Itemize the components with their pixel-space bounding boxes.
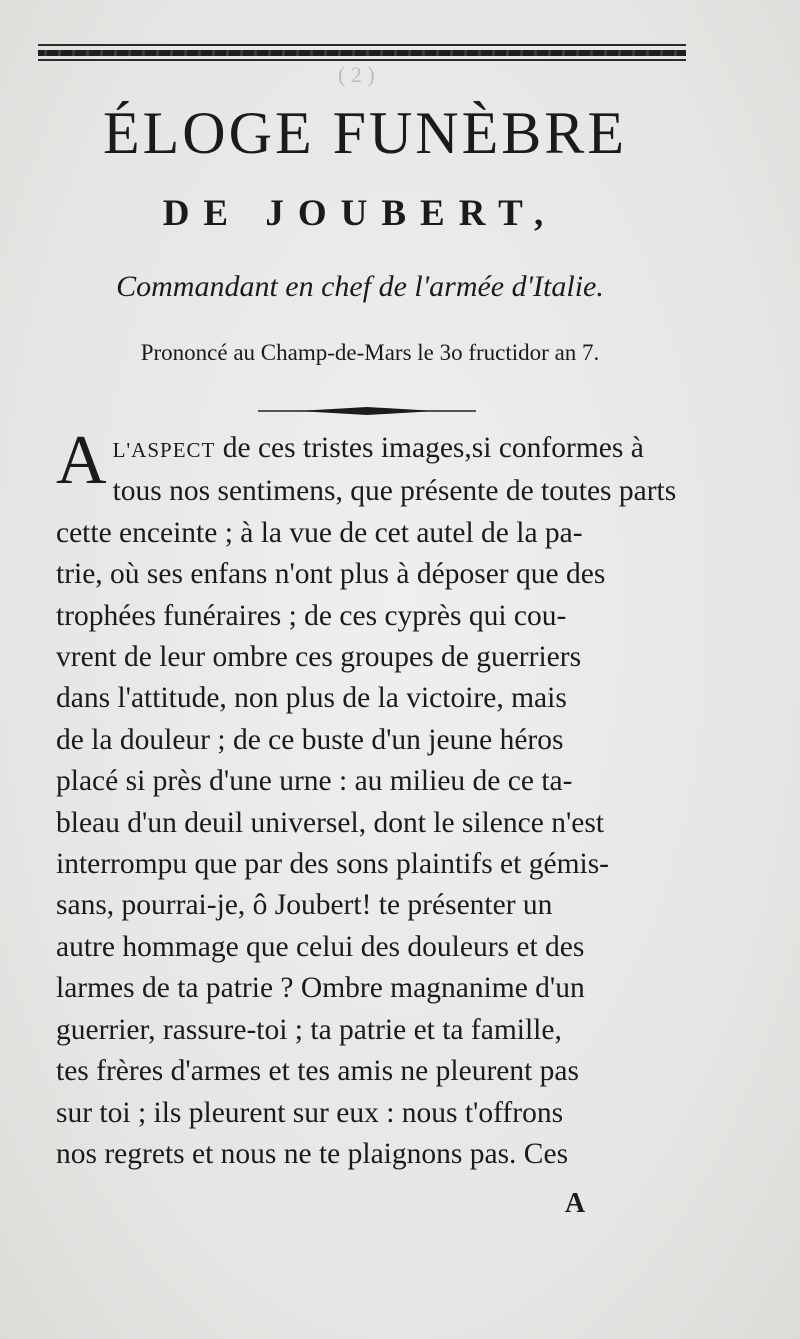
pronounced-line: Prononcé au Champ-de-Mars le 3o fructidor an 7. [140, 340, 600, 365]
header-rule [38, 44, 686, 62]
text-line: autre hommage que celui des douleurs et des [56, 930, 585, 963]
text-line-1 [56, 428, 716, 471]
text-line: vrent de leur ombre ces groupes de guerriers [56, 641, 582, 674]
text-line: cette enceinte ; à la vue de cet autel de la pa- [56, 516, 583, 549]
ornament-divider [258, 404, 476, 418]
text-line: sur toi ; ils pleurent sur eux : nous t'offrons [56, 1096, 564, 1129]
page-number: ( 2 ) [338, 62, 375, 87]
body-text [56, 422, 716, 1175]
text-line: interrompu que par des sons plaintifs et gémis- [56, 848, 610, 881]
text-line: placé si près d'une urne : au milieu de ce ta- [56, 765, 573, 798]
signature-mark: A [564, 1188, 586, 1219]
text-line: tes frères d'armes et tes amis ne pleurent pas [56, 1055, 580, 1088]
text-line: trie, où ses enfans n'ont plus à déposer que des [56, 558, 606, 591]
text-line: guerrier, rassure-toi ; ta patrie et ta famille, [56, 1013, 562, 1046]
text-line: dans l'attitude, non plus de la victoire, mais [56, 682, 567, 715]
page-title: ÉLOGE FUNÈBRE [103, 100, 627, 166]
text-line: sans, pourrai-je, ô Joubert! te présenter un [56, 889, 553, 922]
text-line: nos regrets et nous ne te plaignons pas. Ces [56, 1137, 569, 1170]
drop-cap: A [56, 422, 107, 499]
text-line: tous nos sentimens, que présente de toutes parts [112, 475, 677, 508]
first-words: L'ASPECT [112, 438, 216, 462]
text-line: de la douleur ; de ce buste d'un jeune héros [56, 723, 564, 756]
text-line: bleau d'un deuil universel, dont le silence n'est [56, 806, 605, 839]
text-line-1-rest: de ces tristes images,si conformes à [222, 432, 644, 464]
text-line: larmes de ta patrie ? Ombre magnanime d'un [56, 972, 585, 1005]
role-line: Commandant en chef de l'armée d'Italie. [116, 270, 604, 303]
text-line: trophées funéraires ; de ces cyprès qui cou- [56, 599, 567, 632]
page-subtitle: DE JOUBERT, [162, 193, 558, 234]
